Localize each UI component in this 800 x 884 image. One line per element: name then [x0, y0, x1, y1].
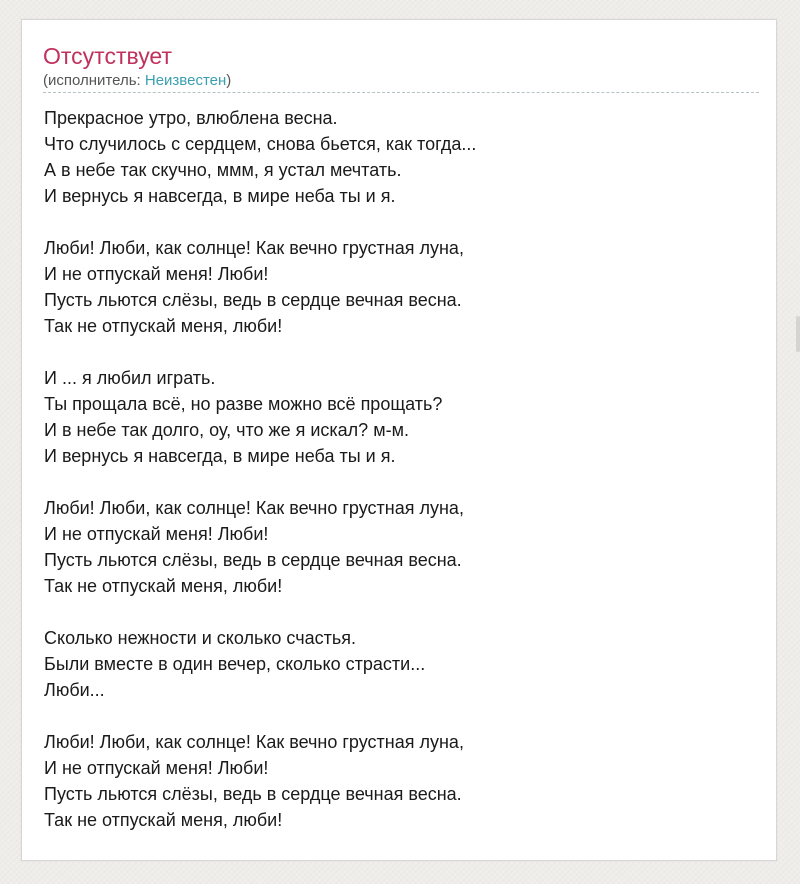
- lyrics-line: Люби! Люби, как солнце! Как вечно грустная луна,: [44, 238, 464, 258]
- lyrics-line: Пусть льются слёзы, ведь в сердце вечная весна.: [44, 290, 462, 310]
- lyrics-line: Люби...: [44, 680, 105, 700]
- lyrics-line: И не отпускай меня! Люби!: [44, 758, 269, 778]
- lyrics-line: Прекрасное утро, влюблена весна.: [44, 108, 338, 128]
- lyrics-line: Ты прощала всё, но разве можно всё прощать?: [44, 394, 443, 414]
- scrollbar-thumb[interactable]: [796, 316, 800, 352]
- lyrics-line: И вернусь я навсегда, в мире неба ты и я.: [44, 446, 396, 466]
- lyrics-line: Так не отпускай меня, люби!: [44, 316, 283, 336]
- stanza: [44, 495, 760, 599]
- lyrics-line: И вернусь я навсегда, в мире неба ты и я.: [44, 186, 396, 206]
- stanza: [44, 365, 760, 469]
- lyrics-line: Люби! Люби, как солнце! Как вечно грустная луна,: [44, 732, 464, 752]
- lyrics-line: Люби! Люби, как солнце! Как вечно грустная луна,: [44, 498, 464, 518]
- lyrics-line: И в небе так долго, оу, что же я искал? м-м.: [44, 420, 409, 440]
- stanza: [44, 625, 760, 703]
- performer-prefix: (исполнитель:: [43, 72, 145, 89]
- lyrics-line: И ... я любил играть.: [44, 368, 216, 388]
- song-title: Отсутствует: [43, 43, 172, 69]
- stanza: [44, 105, 760, 209]
- lyrics-line: Сколько нежности и сколько счастья.: [44, 628, 356, 648]
- lyrics-text: [44, 105, 760, 833]
- performer-line: [43, 72, 759, 93]
- stanza: [44, 235, 760, 339]
- lyrics-line: И не отпускай меня! Люби!: [44, 264, 269, 284]
- performer-suffix: ): [226, 72, 232, 89]
- lyrics-line: Пусть льются слёзы, ведь в сердце вечная весна.: [44, 550, 462, 570]
- lyrics-line: Пусть льются слёзы, ведь в сердце вечная весна.: [44, 784, 462, 804]
- lyrics-line: И не отпускай меня! Люби!: [44, 524, 269, 544]
- song-header: [43, 42, 759, 93]
- lyrics-line: Так не отпускай меня, люби!: [44, 810, 283, 830]
- lyrics-line: А в небе так скучно, ммм, я устал мечтать.: [44, 160, 402, 180]
- lyrics-card: [21, 19, 777, 861]
- performer-link[interactable]: Неизвестен: [144, 72, 227, 89]
- lyrics-line: Так не отпускай меня, люби!: [44, 576, 283, 596]
- stanza: [44, 729, 760, 833]
- lyrics-line: Что случилось с сердцем, снова бьется, как тогда...: [44, 134, 477, 154]
- lyrics-line: Были вместе в один вечер, сколько страсти...: [44, 654, 426, 674]
